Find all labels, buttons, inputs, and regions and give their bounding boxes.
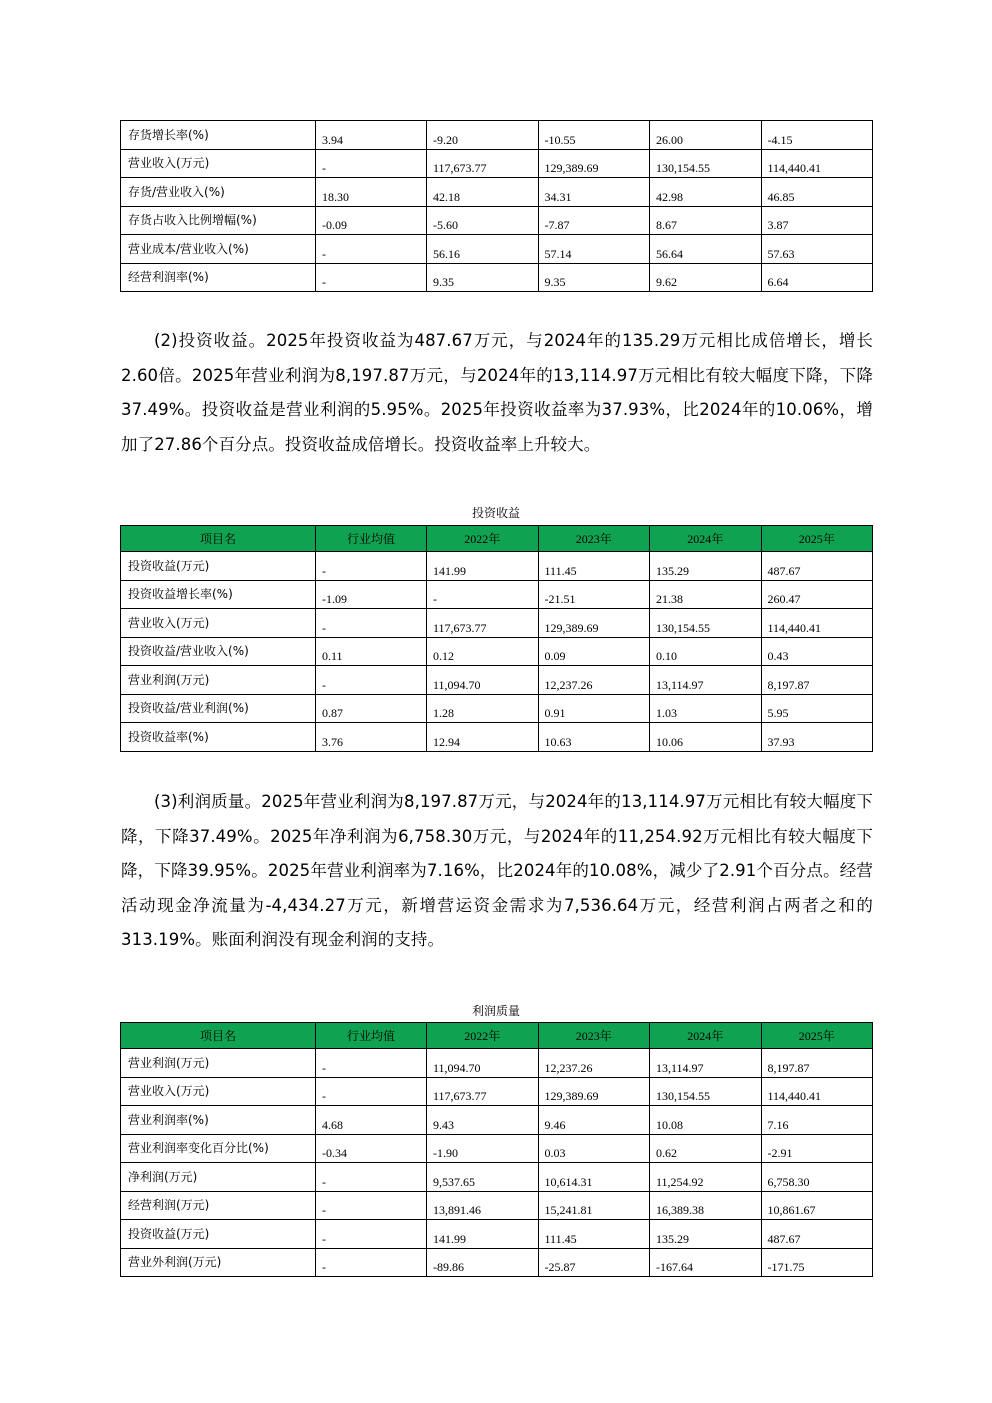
table-cell: 9.35 <box>538 263 650 292</box>
table-cell: 7.16 <box>761 1106 873 1135</box>
table-cell: 130,154.55 <box>650 609 762 638</box>
table-cell: - <box>316 235 427 264</box>
row-label: 营业利润率(%) <box>121 1106 316 1135</box>
table-cell: -5.60 <box>427 206 539 235</box>
column-header: 项目名 <box>121 1023 316 1049</box>
table-cell: 130,154.55 <box>650 1077 762 1106</box>
table-cell: 487.67 <box>761 552 873 581</box>
table-cell: 10,614.31 <box>538 1163 650 1192</box>
table-cell: 56.16 <box>427 235 539 264</box>
table-cell: 3.76 <box>316 723 427 752</box>
table-cell: 129,389.69 <box>538 609 650 638</box>
table-cell: 487.67 <box>761 1220 873 1249</box>
table-cell: 13,114.97 <box>650 1049 762 1078</box>
table-cell: 114,440.41 <box>761 1077 873 1106</box>
table-cell: 0.12 <box>427 637 539 666</box>
table-cell: 11,254.92 <box>650 1163 762 1192</box>
table-cell: -10.55 <box>538 121 650 150</box>
row-label: 经营利润率(%) <box>121 263 316 292</box>
table-cell: 141.99 <box>427 1220 539 1249</box>
table-row <box>121 178 873 207</box>
table-row <box>121 666 873 695</box>
table-cell: - <box>316 609 427 638</box>
table-cell: 129,389.69 <box>538 149 650 178</box>
table-cell: 111.45 <box>538 552 650 581</box>
table-cell: 11,094.70 <box>427 1049 539 1078</box>
row-label: 营业成本/营业收入(%) <box>121 235 316 264</box>
table-cell: -21.51 <box>538 580 650 609</box>
table-cell: - <box>316 552 427 581</box>
inventory-table <box>120 120 873 292</box>
column-header: 2024年 <box>650 1023 762 1049</box>
table-cell: 10.63 <box>538 723 650 752</box>
table-cell: 9,537.65 <box>427 1163 539 1192</box>
investment-income-paragraph: (2)投资收益。2025年投资收益为487.67万元，与2024年的135.29万元相比成倍增长，增长2.60倍。2025年营业利润为8,197.87万元，与2024年的13,114.97万元相比有较大幅度下降，下降37.49%。投资收益是营业利润的5.95%。2025年投资收益率为37.93%，比2024年的10.06%，增加了27.86个百分点。投资收益成倍增长。投资收益率上升较大。 <box>121 331 873 454</box>
table-cell: - <box>316 1248 427 1277</box>
table-row <box>121 1106 873 1135</box>
table-cell: - <box>316 1163 427 1192</box>
table-row <box>121 1220 873 1249</box>
table-cell: - <box>316 666 427 695</box>
table-cell: -4.15 <box>761 121 873 150</box>
table-row <box>121 609 873 638</box>
table-row <box>121 694 873 723</box>
table-cell: 8,197.87 <box>761 666 873 695</box>
table-cell: -0.09 <box>316 206 427 235</box>
table-cell: 0.62 <box>650 1134 762 1163</box>
table-cell: -0.34 <box>316 1134 427 1163</box>
table-row <box>121 206 873 235</box>
table-cell: 13,114.97 <box>650 666 762 695</box>
table-cell: -2.91 <box>761 1134 873 1163</box>
table-cell: 0.09 <box>538 637 650 666</box>
row-label: 投资收益/营业收入(%) <box>121 637 316 666</box>
row-label: 营业外利润(万元) <box>121 1248 316 1277</box>
table-cell: 117,673.77 <box>427 1077 539 1106</box>
table-cell: 129,389.69 <box>538 1077 650 1106</box>
table-cell: 0.11 <box>316 637 427 666</box>
table-cell: 11,094.70 <box>427 666 539 695</box>
table-header-row <box>121 1023 873 1049</box>
column-header: 2023年 <box>538 1023 650 1049</box>
table-cell: 6.64 <box>761 263 873 292</box>
table-cell: 46.85 <box>761 178 873 207</box>
table-cell: 117,673.77 <box>427 149 539 178</box>
table-cell: -171.75 <box>761 1248 873 1277</box>
table-row <box>121 1134 873 1163</box>
table-cell: 42.98 <box>650 178 762 207</box>
row-label: 营业收入(万元) <box>121 1077 316 1106</box>
table-row <box>121 1049 873 1078</box>
column-header: 2022年 <box>427 526 539 552</box>
table-header-row <box>121 526 873 552</box>
table-cell: 9.35 <box>427 263 539 292</box>
table-cell: 0.43 <box>761 637 873 666</box>
table-cell: 8.67 <box>650 206 762 235</box>
table-row <box>121 235 873 264</box>
table-cell: 135.29 <box>650 1220 762 1249</box>
table-cell: - <box>316 263 427 292</box>
table-cell: 0.87 <box>316 694 427 723</box>
table-cell: 0.10 <box>650 637 762 666</box>
table-cell: 57.14 <box>538 235 650 264</box>
table-row <box>121 580 873 609</box>
table-cell: - <box>316 1191 427 1220</box>
table-cell: 34.31 <box>538 178 650 207</box>
table-cell: 12,237.26 <box>538 666 650 695</box>
table-cell: 37.93 <box>761 723 873 752</box>
column-header: 2023年 <box>538 526 650 552</box>
row-label: 投资收益/营业利润(%) <box>121 694 316 723</box>
table-cell: 10,861.67 <box>761 1191 873 1220</box>
table-row <box>121 1077 873 1106</box>
table-cell: 0.91 <box>538 694 650 723</box>
row-label: 营业收入(万元) <box>121 149 316 178</box>
table-cell: 10.08 <box>650 1106 762 1135</box>
table-cell: 57.63 <box>761 235 873 264</box>
table-cell: -89.86 <box>427 1248 539 1277</box>
table-cell: -167.64 <box>650 1248 762 1277</box>
column-header: 行业均值 <box>316 1023 427 1049</box>
row-label: 存货增长率(%) <box>121 121 316 150</box>
row-label: 投资收益(万元) <box>121 552 316 581</box>
table-cell: 13,891.46 <box>427 1191 539 1220</box>
profit-table-caption: 利润质量 <box>471 1004 520 1018</box>
table-cell: 114,440.41 <box>761 149 873 178</box>
table-cell: 111.45 <box>538 1220 650 1249</box>
table-cell: - <box>427 580 539 609</box>
column-header: 2025年 <box>761 1023 873 1049</box>
table-row <box>121 263 873 292</box>
table-cell: -1.09 <box>316 580 427 609</box>
table-cell: 141.99 <box>427 552 539 581</box>
table-cell: 4.68 <box>316 1106 427 1135</box>
table-cell: 6,758.30 <box>761 1163 873 1192</box>
row-label: 投资收益率(%) <box>121 723 316 752</box>
table-cell: - <box>316 1220 427 1249</box>
table-cell: -7.87 <box>538 206 650 235</box>
table-cell: 9.46 <box>538 1106 650 1135</box>
table-cell: 12,237.26 <box>538 1049 650 1078</box>
row-label: 营业利润率变化百分比(%) <box>121 1134 316 1163</box>
investment-table-caption: 投资收益 <box>471 506 520 520</box>
row-label: 投资收益(万元) <box>121 1220 316 1249</box>
column-header: 2024年 <box>650 526 762 552</box>
table-cell: 42.18 <box>427 178 539 207</box>
table-cell: 10.06 <box>650 723 762 752</box>
table-cell: 5.95 <box>761 694 873 723</box>
table-cell: 260.47 <box>761 580 873 609</box>
table-row <box>121 1191 873 1220</box>
table-cell: - <box>316 149 427 178</box>
row-label: 投资收益增长率(%) <box>121 580 316 609</box>
table-cell: 8,197.87 <box>761 1049 873 1078</box>
table-cell: 18.30 <box>316 178 427 207</box>
table-cell: -25.87 <box>538 1248 650 1277</box>
row-label: 营业利润(万元) <box>121 666 316 695</box>
table-cell: - <box>316 1049 427 1078</box>
table-row <box>121 552 873 581</box>
row-label: 营业收入(万元) <box>121 609 316 638</box>
table-cell: 21.38 <box>650 580 762 609</box>
table-row <box>121 723 873 752</box>
table-cell: 3.87 <box>761 206 873 235</box>
table-row <box>121 121 873 150</box>
table-cell: 3.94 <box>316 121 427 150</box>
table-cell: 26.00 <box>650 121 762 150</box>
table-cell: 16,389.38 <box>650 1191 762 1220</box>
table-cell: 0.03 <box>538 1134 650 1163</box>
row-label: 存货占收入比例增幅(%) <box>121 206 316 235</box>
table-cell: 12.94 <box>427 723 539 752</box>
column-header: 2022年 <box>427 1023 539 1049</box>
table-cell: 135.29 <box>650 552 762 581</box>
table-cell: 9.62 <box>650 263 762 292</box>
row-label: 营业利润(万元) <box>121 1049 316 1078</box>
profit-quality-table <box>120 1022 873 1277</box>
table-cell: 114,440.41 <box>761 609 873 638</box>
column-header: 行业均值 <box>316 526 427 552</box>
table-row <box>121 1163 873 1192</box>
table-cell: -9.20 <box>427 121 539 150</box>
table-cell: 9.43 <box>427 1106 539 1135</box>
row-label: 净利润(万元) <box>121 1163 316 1192</box>
profit-quality-paragraph: (3)利润质量。2025年营业利润为8,197.87万元，与2024年的13,114.97万元相比有较大幅度下降，下降37.49%。2025年净利润为6,758.30万元，与2024年的11,254.92万元相比有较大幅度下降，下降39.95%。2025年营业利润率为7.16%，比2024年的10.08%，减少了2.91个百分点。经营活动现金净流量为-4,434.27万元，新增营运资金需求为7,536.64万元，经营利润占两者之和的313.19%。账面利润没有现金利润的支持。 <box>121 792 873 949</box>
table-cell: 117,673.77 <box>427 609 539 638</box>
row-label: 经营利润(万元) <box>121 1191 316 1220</box>
table-cell: - <box>316 1077 427 1106</box>
table-cell: 1.03 <box>650 694 762 723</box>
table-cell: 15,241.81 <box>538 1191 650 1220</box>
column-header: 项目名 <box>121 526 316 552</box>
row-label: 存货/营业收入(%) <box>121 178 316 207</box>
table-row <box>121 637 873 666</box>
table-row <box>121 149 873 178</box>
investment-income-table <box>120 525 873 752</box>
table-cell: 1.28 <box>427 694 539 723</box>
table-cell: 130,154.55 <box>650 149 762 178</box>
table-row <box>121 1248 873 1277</box>
column-header: 2025年 <box>761 526 873 552</box>
table-cell: -1.90 <box>427 1134 539 1163</box>
table-cell: 56.64 <box>650 235 762 264</box>
